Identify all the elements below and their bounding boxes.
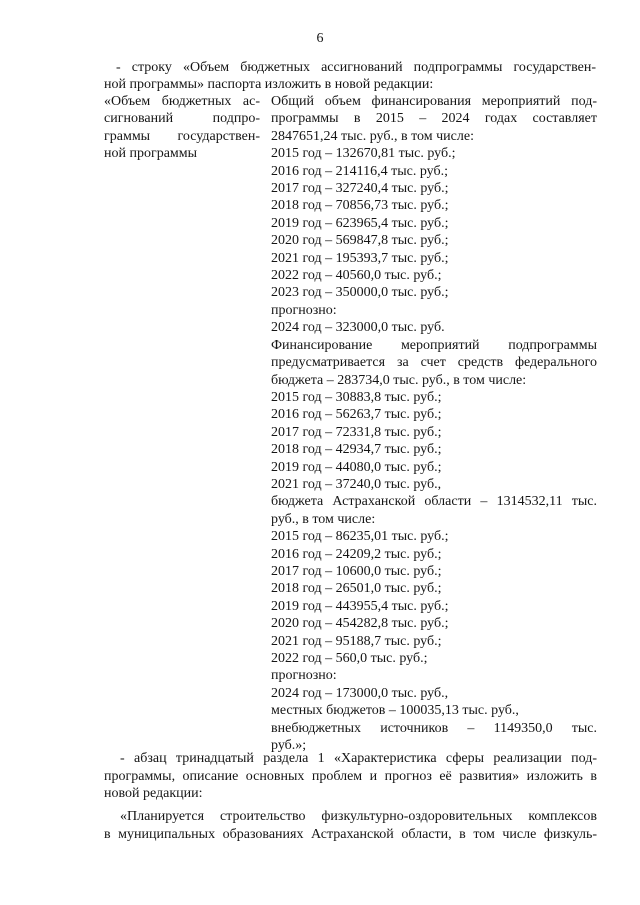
total-year-line: 2016 год – 214116,4 тыс. руб.; [271,163,448,179]
label-line: сигнований подпро- [104,111,260,127]
paragraph2-line-2: программы, описание основных проблем и прогноз её развития» изложить в [104,769,597,784]
label-line: «Объем бюджетных ас- [104,94,260,109]
regional-year-line: 2021 год – 95188,7 тыс. руб.; [271,633,442,649]
federal-year-line: 2017 год – 72331,8 тыс. руб.; [271,424,442,440]
total-line: 2847651,24 тыс. руб., в том числе: [271,128,474,144]
regional-year-line: 2022 год – 560,0 тыс. руб.; [271,651,428,666]
extrabudget-line: внебюджетных источников – 1149350,0 тыс. [271,720,597,736]
total-year-line: 2015 год – 132670,81 тыс. руб.; [271,146,456,162]
label-line: ной программы [104,146,198,162]
passport-label-column [104,93,260,163]
total-year-line: 2019 год – 623965,4 тыс. руб.; [271,215,449,231]
federal-year-line: 2019 год – 44080,0 тыс. руб.; [271,459,442,475]
federal-year-line: 2018 год – 42934,7 тыс. руб.; [271,442,442,458]
regional-year-line: 2019 год – 443955,4 тыс. руб.; [271,598,449,614]
regional-year-line: 2020 год – 454282,8 тыс. руб.; [271,616,449,632]
passport-value-column [271,93,597,754]
total-year-line: 2021 год – 195393,7 тыс. руб.; [271,250,449,266]
label-line: граммы государствен- [104,128,260,144]
total-year-line: 2018 год – 70856,73 тыс. руб.; [271,198,449,214]
federal-line: Финансирование мероприятий подпрограммы [271,337,597,353]
local-budget-line: местных бюджетов – 100035,13 тыс. руб., [271,703,519,719]
federal-year-line: 2016 год – 56263,7 тыс. руб.; [271,407,442,423]
page-number: 6 [316,31,324,46]
paragraph3-line-1: «Планируется строительство физкультурно-оздоровительных комплексов [120,809,597,824]
paragraph2-line-1: - абзац тринадцатый раздела 1 «Характеристика сферы реализации под- [120,751,597,766]
federal-year-line: 2021 год – 37240,0 тыс. руб., [271,476,442,492]
forecast-label: прогнозно: [271,302,337,318]
regional-year-line: 2016 год – 24209,2 тыс. руб.; [271,546,442,562]
intro-line-1: - строку «Объем бюджетных ассигнований подпрограммы государствен- [116,60,596,75]
total-line: программы в 2015 – 2024 годах составляет [271,111,597,127]
forecast-line: 2024 год – 173000,0 тыс. руб., [271,685,449,701]
regional-year-line: 2017 год – 10600,0 тыс. руб.; [271,563,442,579]
regional-year-line: 2018 год – 26501,0 тыс. руб.; [271,581,442,597]
regional-line: бюджета Астраханской области – 1314532,11 тыс. [271,494,597,510]
total-year-line: 2023 год – 350000,0 тыс. руб.; [271,285,449,301]
total-year-line: 2022 год – 40560,0 тыс. руб.; [271,268,442,284]
intro-line-2: ной программы» паспорта изложить в новой редакции: [104,77,434,92]
regional-line: руб., в том числе: [271,511,376,527]
federal-line: бюджета – 283734,0 тыс. руб., в том числе: [271,372,527,388]
paragraph2-line-3: новой редакции: [104,786,203,801]
total-line: Общий объем финансирования мероприятий под- [271,94,597,109]
total-year-line: 2020 год – 569847,8 тыс. руб.; [271,233,449,249]
extrabudget-line: руб.»; [271,738,307,754]
regional-year-line: 2015 год – 86235,01 тыс. руб.; [271,529,449,545]
total-year-line: 2017 год – 327240,4 тыс. руб.; [271,181,449,197]
paragraph3-line-2: в муниципальных образованиях Астраханской области, в том числе физкуль- [104,827,597,842]
forecast-label: прогнозно: [271,668,337,684]
forecast-line: 2024 год – 323000,0 тыс. руб. [271,320,445,336]
federal-line: предусматривается за счет средств федерального [271,355,597,371]
federal-year-line: 2015 год – 30883,8 тыс. руб.; [271,389,442,405]
